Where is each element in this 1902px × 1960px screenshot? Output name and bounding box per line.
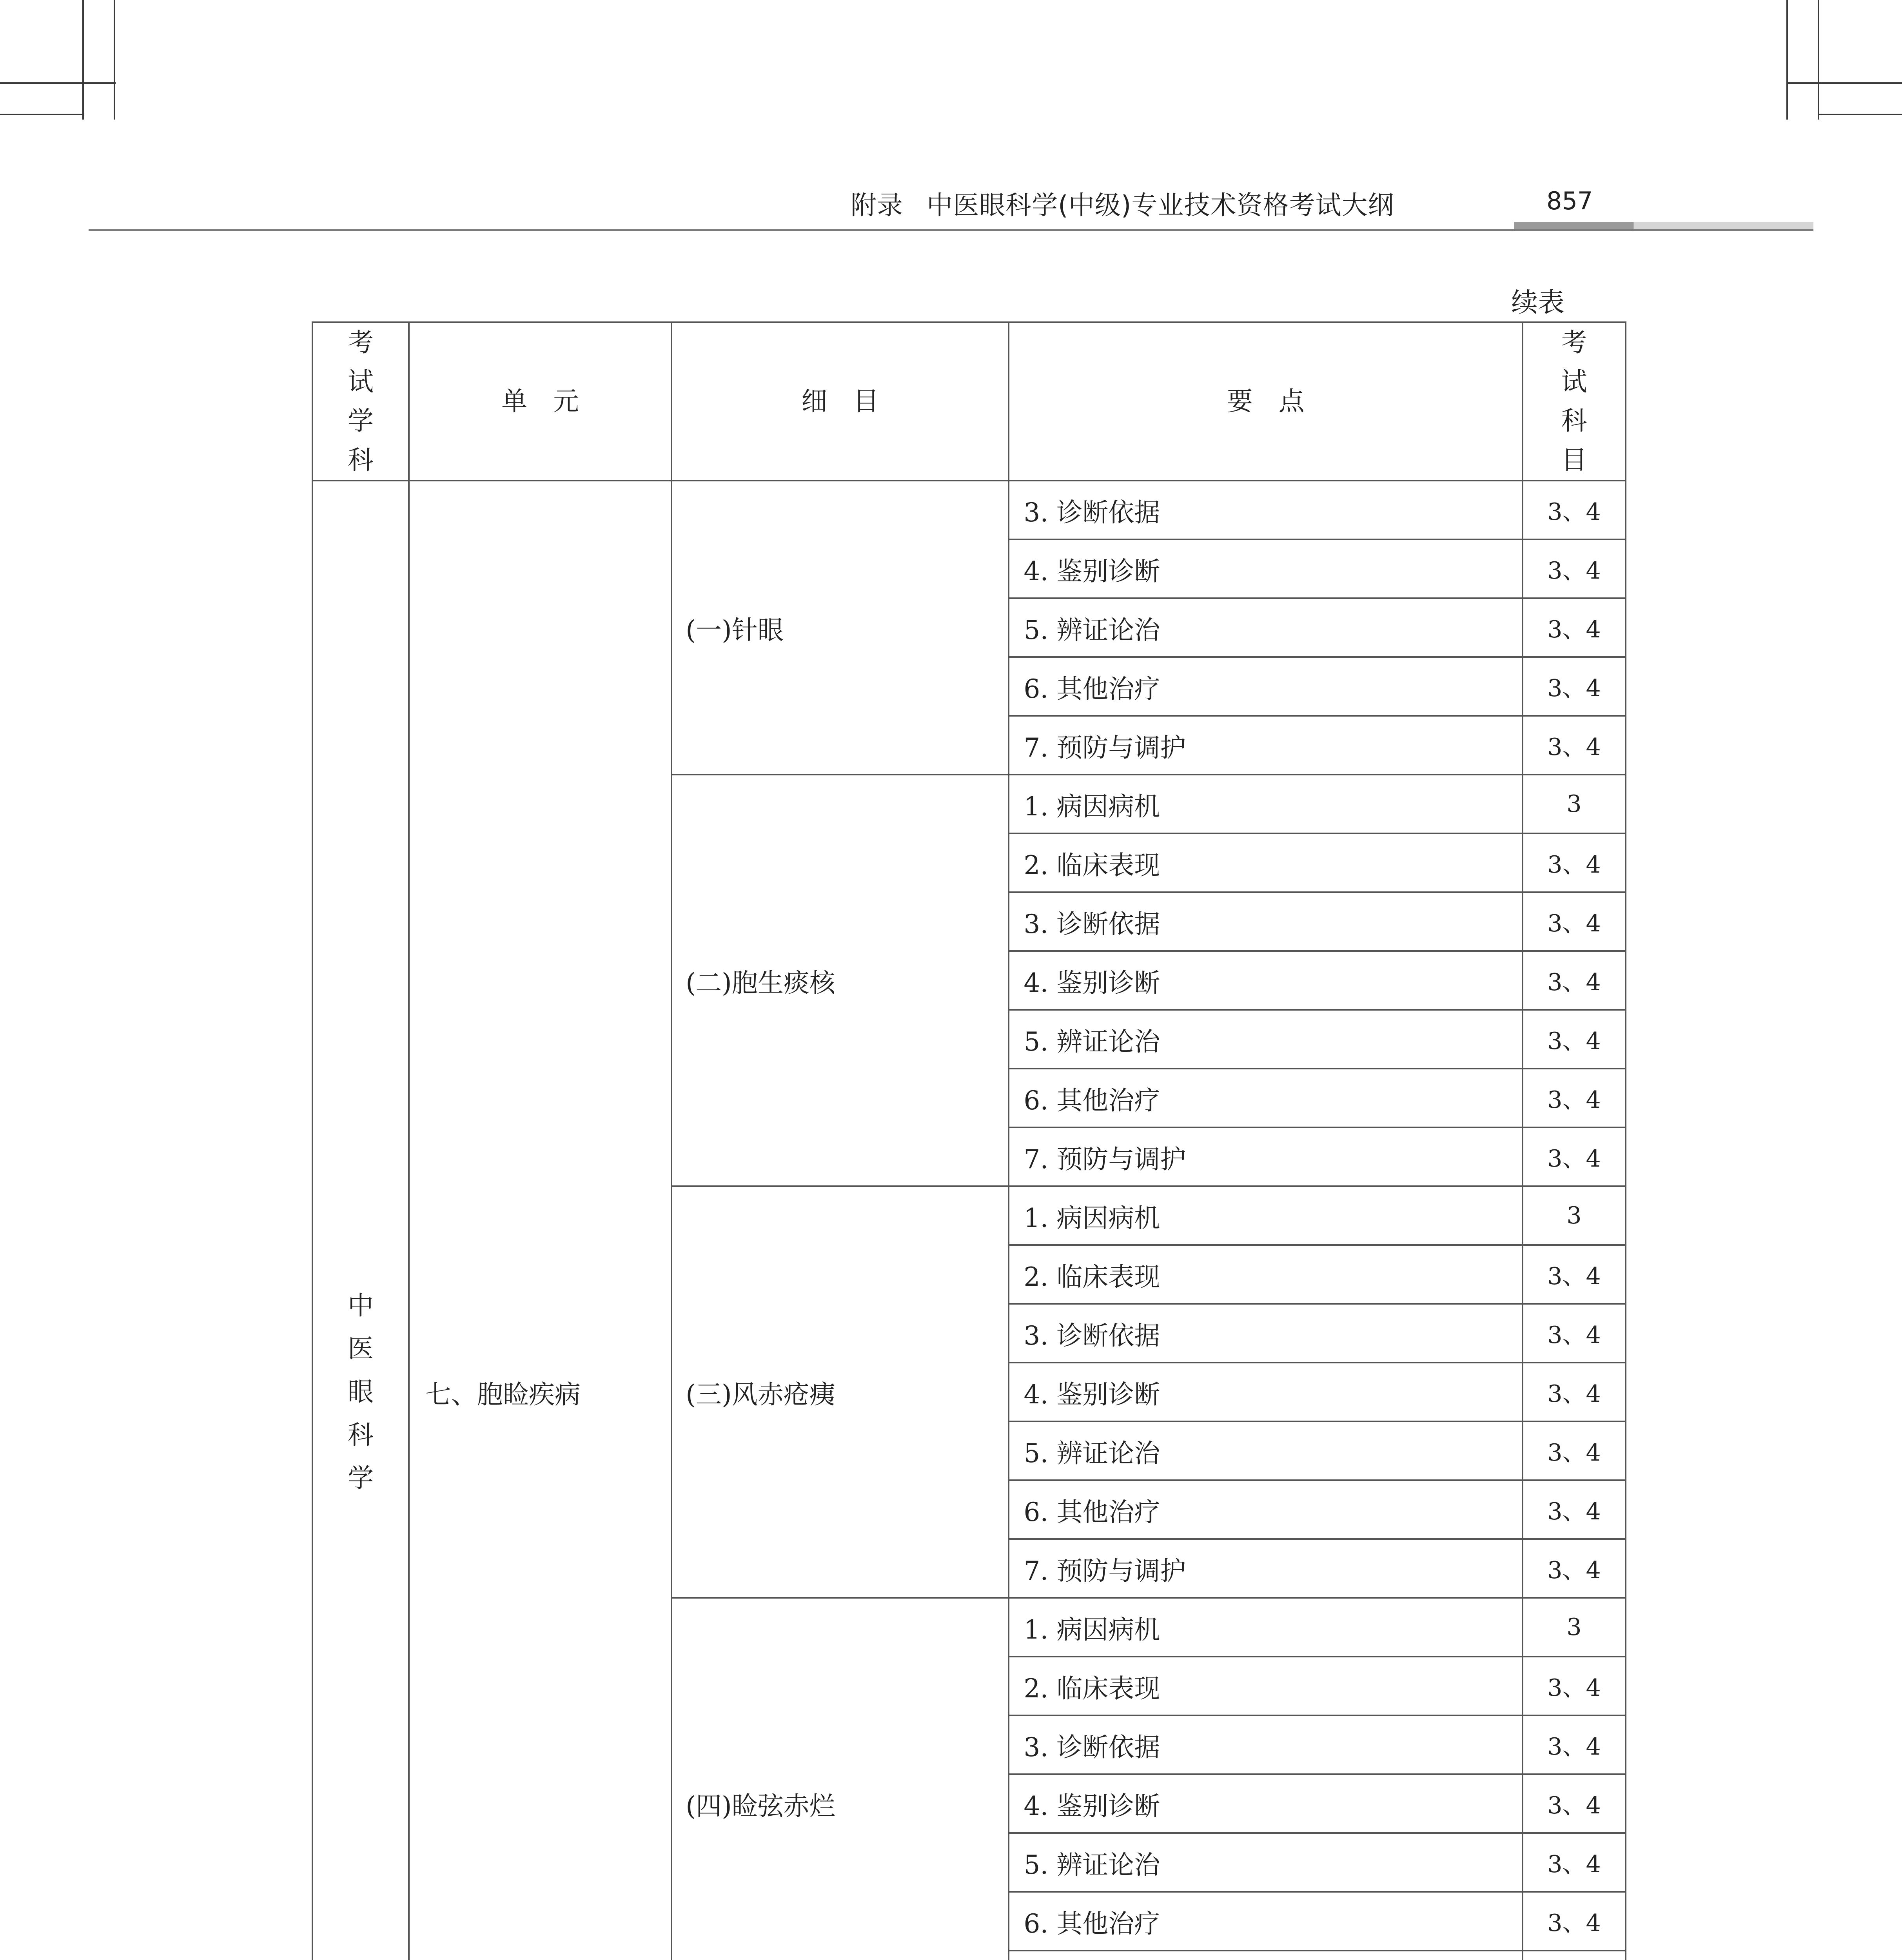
point-cell: 2. 临床表现 [1009,1657,1523,1715]
crop-mark [1786,0,1788,120]
point-cell: 6. 其他治疗 [1009,1069,1523,1127]
item-cell: (四)睑弦赤烂 [672,1598,1009,1960]
level-cell: 3、4 [1523,716,1626,775]
point-cell: 4. 鉴别诊断 [1009,539,1523,598]
running-head-title: 中医眼科学(中级)专业技术资格考试大纲 [927,190,1394,220]
crop-mark [0,114,82,115]
point-cell: 2. 临床表现 [1009,1245,1523,1304]
subject-char: 眼 [347,1377,374,1407]
point-cell: 6. 其他治疗 [1009,1480,1523,1539]
header-rule [89,229,1813,231]
point-cell: 6. 其他治疗 [1009,657,1523,716]
point-cell: 4. 鉴别诊断 [1009,951,1523,1010]
level-cell [1523,1951,1626,1960]
level-cell: 3、4 [1523,1480,1626,1539]
point-cell: 5. 辨证论治 [1009,1833,1523,1892]
crop-mark [1786,82,1902,84]
point-cell: 5. 辨证论治 [1009,1010,1523,1069]
exam-outline-table [312,321,1626,1960]
point-cell: 1. 病因病机 [1009,1186,1523,1245]
item-cell: (一)针眼 [672,481,1009,775]
point-cell: 5. 辨证论治 [1009,598,1523,657]
level-cell: 3、4 [1523,1010,1626,1069]
point-cell: 6. 其他治疗 [1009,1892,1523,1951]
header-row [312,322,1626,481]
crop-mark [1818,0,1819,120]
level-cell: 3 [1523,775,1626,833]
point-cell: 2. 临床表现 [1009,833,1523,892]
subject-cell [312,481,409,1960]
subject-char: 科 [347,1420,374,1450]
point-cell: 1. 病因病机 [1009,775,1523,833]
point-cell: 3. 诊断依据 [1009,1304,1523,1363]
level-cell: 3、4 [1523,951,1626,1010]
point-cell: 3. 诊断依据 [1009,481,1523,539]
header-subject [312,322,409,481]
level-cell: 3、4 [1523,657,1626,716]
subject-char: 中 [347,1290,374,1321]
crop-mark [0,82,116,84]
level-cell: 3、4 [1523,1539,1626,1598]
point-cell: 4. 鉴别诊断 [1009,1363,1523,1421]
point-cell: 1. 病因病机 [1009,1598,1523,1657]
level-cell: 3、4 [1523,1715,1626,1774]
running-head [851,184,1394,221]
table-row [312,481,1626,539]
point-cell: 3. 诊断依据 [1009,1715,1523,1774]
point-cell: 4. 鉴别诊断 [1009,1774,1523,1833]
crop-mark [1818,114,1902,115]
point-cell [1009,1951,1523,1960]
running-head-section: 附录 [851,190,903,220]
level-cell: 3、4 [1523,1892,1626,1951]
header-subject-label: 考试学科 [347,327,374,475]
level-cell: 3、4 [1523,892,1626,951]
header-unit: 单 元 [409,322,672,481]
point-cell: 7. 预防与调护 [1009,1127,1523,1186]
level-cell: 3、4 [1523,1363,1626,1421]
level-cell: 3、4 [1523,1069,1626,1127]
level-cell: 3、4 [1523,1657,1626,1715]
header-item: 细 目 [672,322,1009,481]
header-point: 要 点 [1009,322,1523,481]
level-cell: 3、4 [1523,1421,1626,1480]
level-cell: 3、4 [1523,598,1626,657]
level-cell: 3、4 [1523,539,1626,598]
crop-mark [114,0,115,120]
point-cell: 3. 诊断依据 [1009,892,1523,951]
point-cell: 7. 预防与调护 [1009,716,1523,775]
level-cell: 3、4 [1523,1245,1626,1304]
item-cell: (二)胞生痰核 [672,775,1009,1186]
crop-mark [82,0,84,120]
level-cell: 3 [1523,1598,1626,1657]
header-level-label: 考试科目 [1561,327,1587,475]
subject-char: 医 [347,1334,374,1364]
point-cell: 7. 预防与调护 [1009,1539,1523,1598]
level-cell: 3 [1523,1186,1626,1245]
subject-char: 学 [347,1463,374,1493]
unit-cell: 七、胞睑疾病 [409,481,672,1960]
level-cell: 3、4 [1523,833,1626,892]
item-cell: (三)风赤疮痍 [672,1186,1009,1598]
level-cell: 3、4 [1523,1833,1626,1892]
level-cell: 3、4 [1523,1127,1626,1186]
level-cell: 3、4 [1523,1774,1626,1833]
level-cell: 3、4 [1523,481,1626,539]
page-number: 857 [1546,187,1593,215]
level-cell: 3、4 [1523,1304,1626,1363]
continued-label: 续表 [1511,287,1565,318]
point-cell: 5. 辨证论治 [1009,1421,1523,1480]
header-level [1523,322,1626,481]
